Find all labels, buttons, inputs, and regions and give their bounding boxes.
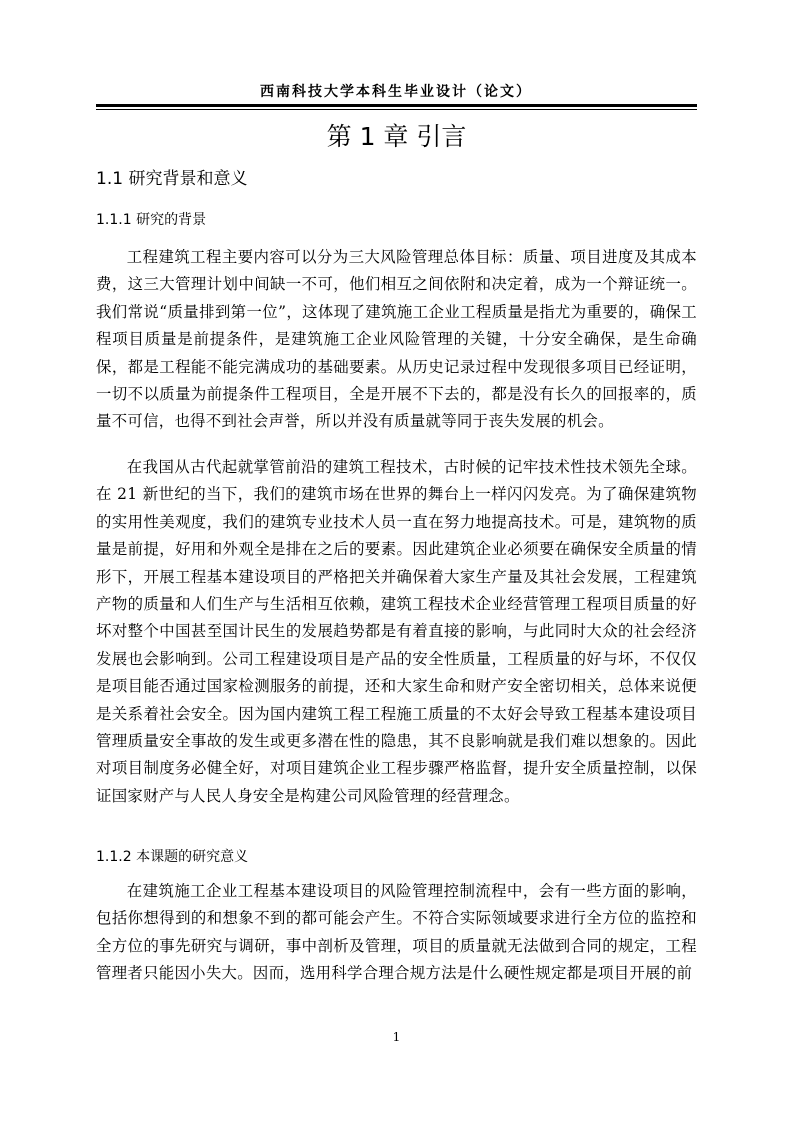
paragraph: 工程建筑工程主要内容可以分为三大风险管理总体目标：质量、项目进度及其成本费，这三大管理计划中间缺一不可，他们相互之间依附和决定着，成为一个辩证统一。我们常说“质量排到第一位”，这体现了建筑施工企业工程质量是指尤为重要的，确保工程项目质量是前提条件，是建筑施工企业风险管理的关键，十分安全确保，是生命确保，都是工程能不能完满成功的基础要素。从历史记录过程中发现很多项目已经证明，一切不以质量为前提条件工程项目，全是开展不下去的，都是没有长久的回报率的，质量不可信，也得不到社会声誉，所以并没有质量就等同于丧失发展的机会。 [96, 248, 697, 431]
running-header: 西南科技大学本科生毕业设计（论文） [260, 84, 532, 100]
paragraph: 在建筑施工企业工程基本建设项目的风险管理控制流程中，会有一些方面的影响，包括你想得到的和想象不到的都可能会产生。不符合实际领域要求进行全方位的监控和全方位的事先研究与调研，事中剖析及管理，项目的质量就无法做到合同的规定，工程管理者只能因小失大。因而，选用科学合理合规方法是什么硬性规定都是项目开展的前 [96, 882, 697, 983]
subsection-title-background: 1.1.1 研究的背景 [96, 212, 207, 228]
header-rule-thick [96, 104, 697, 107]
subsection-title-significance: 1.1.2 本课题的研究意义 [96, 849, 249, 865]
section-title: 1.1 研究背景和意义 [96, 169, 248, 189]
page-number: 1 [392, 1030, 401, 1044]
chapter-title: 第 1 章 引言 [326, 122, 467, 151]
paragraph: 在我国从古代起就掌管前沿的建筑工程技术，古时候的记牢技术性技术领先全球。在 21 新世纪的当下，我们的建筑市场在世界的舞台上一样闪闪发亮。为了确保建筑物的实用性美观度，我们的建筑专业技术人员一直在努力地提高技术。可是，建筑物的质量是前提，好用和外观全是排在之后的要素。因此建筑企业必须要在确保安全质量的情形下，开展工程基本建设项目的严格把关并确保着大家生产量及其社会发展，工程建筑产物的质量和人们生产与生活相互依赖，建筑工程技术企业经营管理工程项目质量的好坏对整个中国甚至国计民生的发展趋势都是有着直接的影响，与此同时大众的社会经济发展也会影响到。公司工程建设项目是产品的安全性质量，工程质量的好与坏，不仅仅是项目能否通过国家检测服务的前提，还和大家生命和财产安全密切相关，总体来说便是关系着社会安全。因为国内建筑工程工程施工质量的不太好会导致工程基本建设项目管理质量安全事故的发生或更多潜在性的隐患，其不良影响就是我们难以想象的。因此对项目制度务必健全好，对项目建筑企业工程步骤严格监督，提升安全质量控制，以保证国家财产与人民人身安全是构建公司风险管理的经营理念。 [96, 458, 697, 805]
header-rule-thin [96, 109, 697, 110]
